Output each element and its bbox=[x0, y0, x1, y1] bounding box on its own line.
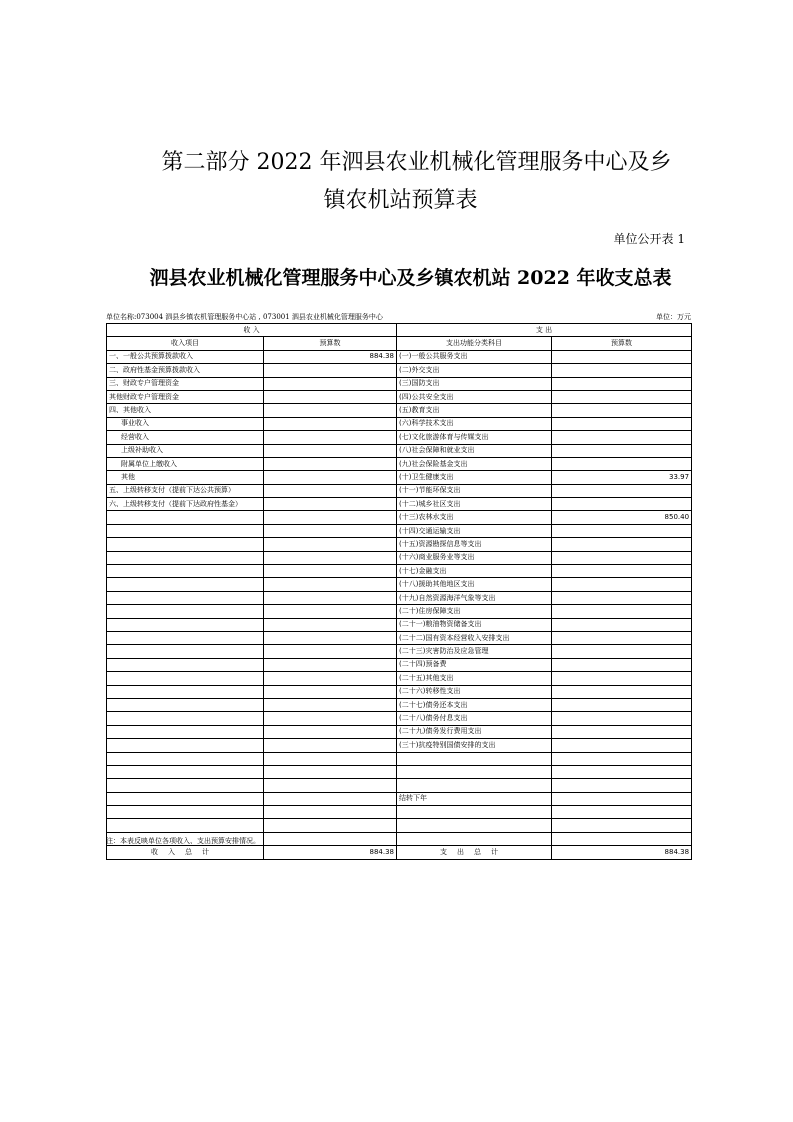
income-value-cell bbox=[264, 752, 397, 765]
income-value-cell bbox=[264, 511, 397, 524]
expense-value-cell bbox=[552, 457, 692, 470]
expense-value-cell: 850.40 bbox=[552, 511, 692, 524]
income-item-cell bbox=[107, 511, 264, 524]
table-row bbox=[107, 806, 692, 819]
expense-item-cell: (二十三)灾害防治及应急管理 bbox=[397, 645, 552, 658]
expense-item-cell: (八)社会保障和就业支出 bbox=[397, 444, 552, 457]
table-row bbox=[107, 457, 692, 470]
public-table-number: 单位公开表 1 bbox=[613, 232, 685, 246]
income-item-cell: 三、财政专户管理资金 bbox=[107, 377, 264, 390]
income-value-cell bbox=[264, 484, 397, 497]
income-item-cell bbox=[107, 605, 264, 618]
income-value-cell bbox=[264, 444, 397, 457]
expense-value-cell bbox=[552, 739, 692, 752]
table-row bbox=[107, 591, 692, 604]
income-item-cell bbox=[107, 739, 264, 752]
expense-value-cell bbox=[552, 832, 692, 845]
income-value-cell bbox=[264, 658, 397, 671]
income-item-cell bbox=[107, 658, 264, 671]
expense-value-cell bbox=[552, 658, 692, 671]
table-row bbox=[107, 725, 692, 738]
income-value-cell bbox=[264, 417, 397, 430]
table-row bbox=[107, 698, 692, 711]
income-item-cell bbox=[107, 618, 264, 631]
expense-item-cell: (二)外交支出 bbox=[397, 364, 552, 377]
table-row bbox=[107, 618, 692, 631]
expense-item-header: 支出功能分类科目 bbox=[397, 337, 552, 350]
income-value-cell bbox=[264, 591, 397, 604]
expense-item-cell bbox=[397, 819, 552, 832]
table-note: 注：本表反映单位各项收入、支出预算安排情况。 bbox=[106, 837, 260, 845]
expense-value-cell bbox=[552, 591, 692, 604]
expense-item-cell: (十二)城乡社区支出 bbox=[397, 498, 552, 511]
table-row bbox=[107, 350, 692, 363]
expense-value-cell bbox=[552, 618, 692, 631]
income-item-cell: 其他财政专户管理资金 bbox=[107, 390, 264, 403]
expense-item-cell: (十九)自然资源海洋气象等支出 bbox=[397, 591, 552, 604]
expense-item-cell: (十六)商业服务业等支出 bbox=[397, 551, 552, 564]
income-value-cell bbox=[264, 457, 397, 470]
expense-item-cell: (九)社会保险基金支出 bbox=[397, 457, 552, 470]
income-value-cell bbox=[264, 712, 397, 725]
expense-value-cell bbox=[552, 350, 692, 363]
table-row bbox=[107, 524, 692, 537]
expense-item-cell: (二十四)预备费 bbox=[397, 658, 552, 671]
budget-summary-table bbox=[106, 323, 692, 860]
header-row-columns bbox=[107, 337, 692, 350]
expense-value-cell bbox=[552, 725, 692, 738]
expense-value-cell bbox=[552, 565, 692, 578]
expense-value-cell bbox=[552, 819, 692, 832]
expense-item-cell: (二十一)粮油物资储备支出 bbox=[397, 618, 552, 631]
income-value-cell bbox=[264, 364, 397, 377]
expense-item-cell: (十五)资源勘探信息等支出 bbox=[397, 538, 552, 551]
income-item-cell bbox=[107, 524, 264, 537]
table-row bbox=[107, 551, 692, 564]
income-item-cell bbox=[107, 712, 264, 725]
table-row bbox=[107, 752, 692, 765]
income-value-cell bbox=[264, 631, 397, 644]
income-item-cell bbox=[107, 752, 264, 765]
income-value-cell bbox=[264, 779, 397, 792]
table-row bbox=[107, 417, 692, 430]
income-value-cell bbox=[264, 471, 397, 484]
expense-value-cell bbox=[552, 672, 692, 685]
table-row bbox=[107, 444, 692, 457]
expense-value-cell bbox=[552, 484, 692, 497]
expense-item-cell: (六)科学技术支出 bbox=[397, 417, 552, 430]
expense-value-cell bbox=[552, 404, 692, 417]
expense-value-cell bbox=[552, 752, 692, 765]
income-item-cell bbox=[107, 578, 264, 591]
income-value-cell bbox=[264, 565, 397, 578]
income-value-cell bbox=[264, 524, 397, 537]
income-total-label: 收入总计 bbox=[107, 846, 264, 859]
income-value-cell bbox=[264, 819, 397, 832]
table-row bbox=[107, 498, 692, 511]
expense-value-cell bbox=[552, 765, 692, 778]
income-item-cell bbox=[107, 645, 264, 658]
income-value-cell bbox=[264, 725, 397, 738]
expense-value-cell bbox=[552, 631, 692, 644]
expense-total-label: 支出总计 bbox=[397, 846, 552, 859]
income-value-cell bbox=[264, 645, 397, 658]
income-item-cell bbox=[107, 591, 264, 604]
table-row bbox=[107, 471, 692, 484]
table-row bbox=[107, 538, 692, 551]
income-value-cell bbox=[264, 605, 397, 618]
expense-total-value: 884.38 bbox=[552, 846, 692, 859]
income-value-cell bbox=[264, 618, 397, 631]
income-group-header: 收 入 bbox=[107, 324, 397, 337]
expense-value-cell bbox=[552, 605, 692, 618]
table-row bbox=[107, 658, 692, 671]
expense-item-cell bbox=[397, 779, 552, 792]
expense-value-cell bbox=[552, 551, 692, 564]
table-row bbox=[107, 484, 692, 497]
income-item-cell: 事业收入 bbox=[107, 417, 264, 430]
expense-item-cell: (二十九)债务发行费用支出 bbox=[397, 725, 552, 738]
expense-item-cell: (十三)农林水支出 bbox=[397, 511, 552, 524]
income-item-cell bbox=[107, 779, 264, 792]
expense-budget-header: 预算数 bbox=[552, 337, 692, 350]
table-row bbox=[107, 511, 692, 524]
income-item-cell bbox=[107, 765, 264, 778]
income-item-cell bbox=[107, 631, 264, 644]
income-value-cell bbox=[264, 792, 397, 805]
expense-value-cell bbox=[552, 524, 692, 537]
table-row bbox=[107, 672, 692, 685]
income-value-cell bbox=[264, 431, 397, 444]
expense-value-cell bbox=[552, 444, 692, 457]
expense-item-cell: (二十六)转移性支出 bbox=[397, 685, 552, 698]
expense-value-cell bbox=[552, 498, 692, 511]
table-row bbox=[107, 390, 692, 403]
table-row bbox=[107, 645, 692, 658]
expense-value-cell bbox=[552, 685, 692, 698]
table-row bbox=[107, 578, 692, 591]
income-item-cell: 经营收入 bbox=[107, 431, 264, 444]
document-title-line-2: 镇农机站预算表 bbox=[323, 188, 478, 213]
income-value-cell bbox=[264, 832, 397, 845]
expense-item-cell: (三十)抗疫特别国债安排的支出 bbox=[397, 739, 552, 752]
expense-item-cell: 结转下年 bbox=[397, 792, 552, 805]
expense-item-cell: (十一)节能环保支出 bbox=[397, 484, 552, 497]
expense-value-cell bbox=[552, 364, 692, 377]
income-item-cell bbox=[107, 725, 264, 738]
expense-item-cell: (三)国防支出 bbox=[397, 377, 552, 390]
expense-item-cell: (五)教育支出 bbox=[397, 404, 552, 417]
expense-value-cell bbox=[552, 377, 692, 390]
expense-value-cell bbox=[552, 806, 692, 819]
expense-item-cell: (二十七)债务还本支出 bbox=[397, 698, 552, 711]
expense-value-cell bbox=[552, 417, 692, 430]
unit-line bbox=[106, 312, 691, 323]
expense-item-cell bbox=[397, 832, 552, 845]
table-row bbox=[107, 712, 692, 725]
income-item-cell bbox=[107, 672, 264, 685]
income-total-value: 884.38 bbox=[264, 846, 397, 859]
income-item-cell: 四、其他收入 bbox=[107, 404, 264, 417]
income-item-cell: 一、一般公共预算拨款收入 bbox=[107, 350, 264, 363]
table-row bbox=[107, 685, 692, 698]
expense-value-cell bbox=[552, 712, 692, 725]
header-row-groups bbox=[107, 324, 692, 337]
table-title: 泗县农业机械化管理服务中心及乡镇农机站 2022 年收支总表 bbox=[149, 267, 672, 289]
expense-value-cell bbox=[552, 792, 692, 805]
expense-item-cell bbox=[397, 806, 552, 819]
expense-value-cell bbox=[552, 538, 692, 551]
table-row bbox=[107, 631, 692, 644]
income-value-cell bbox=[264, 551, 397, 564]
expense-item-cell: (二十)住房保障支出 bbox=[397, 605, 552, 618]
income-value-cell bbox=[264, 765, 397, 778]
income-value-cell bbox=[264, 538, 397, 551]
income-value-cell: 884.38 bbox=[264, 350, 397, 363]
income-item-cell: 五、上级转移支付（提前下达公共预算） bbox=[107, 484, 264, 497]
table-row bbox=[107, 779, 692, 792]
expense-item-cell: (二十八)债务付息支出 bbox=[397, 712, 552, 725]
totals-row bbox=[107, 846, 692, 859]
income-item-cell: 附属单位上缴收入 bbox=[107, 457, 264, 470]
expense-value-cell bbox=[552, 645, 692, 658]
expense-value-cell: 33.97 bbox=[552, 471, 692, 484]
income-item-cell: 二、政府性基金预算拨款收入 bbox=[107, 364, 264, 377]
income-item-cell bbox=[107, 565, 264, 578]
income-value-cell bbox=[264, 739, 397, 752]
income-item-header: 收入项目 bbox=[107, 337, 264, 350]
document-title-line-1: 第二部分 2022 年泗县农业机械化管理服务中心及乡 bbox=[161, 150, 672, 175]
expense-group-header: 支 出 bbox=[397, 324, 692, 337]
income-value-cell bbox=[264, 390, 397, 403]
income-item-cell bbox=[107, 792, 264, 805]
expense-value-cell bbox=[552, 390, 692, 403]
table-row bbox=[107, 739, 692, 752]
income-value-cell bbox=[264, 672, 397, 685]
expense-value-cell bbox=[552, 578, 692, 591]
expense-item-cell: (十)卫生健康支出 bbox=[397, 471, 552, 484]
unit-name: 单位名称:073004 泗县乡镇农机管理服务中心站 , 073001 泗县农业机械化管理服务中心 bbox=[106, 313, 383, 321]
income-item-cell bbox=[107, 551, 264, 564]
expense-item-cell: (十四)交通运输支出 bbox=[397, 524, 552, 537]
table-row bbox=[107, 364, 692, 377]
table-row bbox=[107, 377, 692, 390]
expense-value-cell bbox=[552, 779, 692, 792]
expense-value-cell bbox=[552, 431, 692, 444]
table-row bbox=[107, 565, 692, 578]
expense-item-cell bbox=[397, 752, 552, 765]
income-value-cell bbox=[264, 806, 397, 819]
income-item-cell bbox=[107, 806, 264, 819]
income-item-cell: 上级补助收入 bbox=[107, 444, 264, 457]
income-item-cell: 六、上级转移支付（提前下达政府性基金） bbox=[107, 498, 264, 511]
table-row bbox=[107, 605, 692, 618]
income-item-cell: 其他 bbox=[107, 471, 264, 484]
income-item-cell bbox=[107, 538, 264, 551]
table-row bbox=[107, 431, 692, 444]
income-value-cell bbox=[264, 404, 397, 417]
income-item-cell bbox=[107, 819, 264, 832]
expense-item-cell: (二十五)其他支出 bbox=[397, 672, 552, 685]
unit-label: 单位：万元 bbox=[656, 313, 691, 321]
expense-item-cell: (二十二)国有资本经营收入安排支出 bbox=[397, 631, 552, 644]
income-value-cell bbox=[264, 498, 397, 511]
table-row bbox=[107, 819, 692, 832]
income-item-cell bbox=[107, 685, 264, 698]
expense-item-cell: (十七)金融支出 bbox=[397, 565, 552, 578]
income-budget-header: 预算数 bbox=[264, 337, 397, 350]
expense-item-cell: (七)文化旅游体育与传媒支出 bbox=[397, 431, 552, 444]
expense-item-cell: (四)公共安全支出 bbox=[397, 390, 552, 403]
income-item-cell bbox=[107, 698, 264, 711]
income-value-cell bbox=[264, 698, 397, 711]
table-row bbox=[107, 765, 692, 778]
expense-value-cell bbox=[552, 698, 692, 711]
income-value-cell bbox=[264, 578, 397, 591]
table-row bbox=[107, 404, 692, 417]
income-value-cell bbox=[264, 685, 397, 698]
expense-item-cell: (一)一般公共服务支出 bbox=[397, 350, 552, 363]
expense-item-cell: (十八)援助其他地区支出 bbox=[397, 578, 552, 591]
income-value-cell bbox=[264, 377, 397, 390]
expense-item-cell bbox=[397, 765, 552, 778]
table-row bbox=[107, 792, 692, 805]
